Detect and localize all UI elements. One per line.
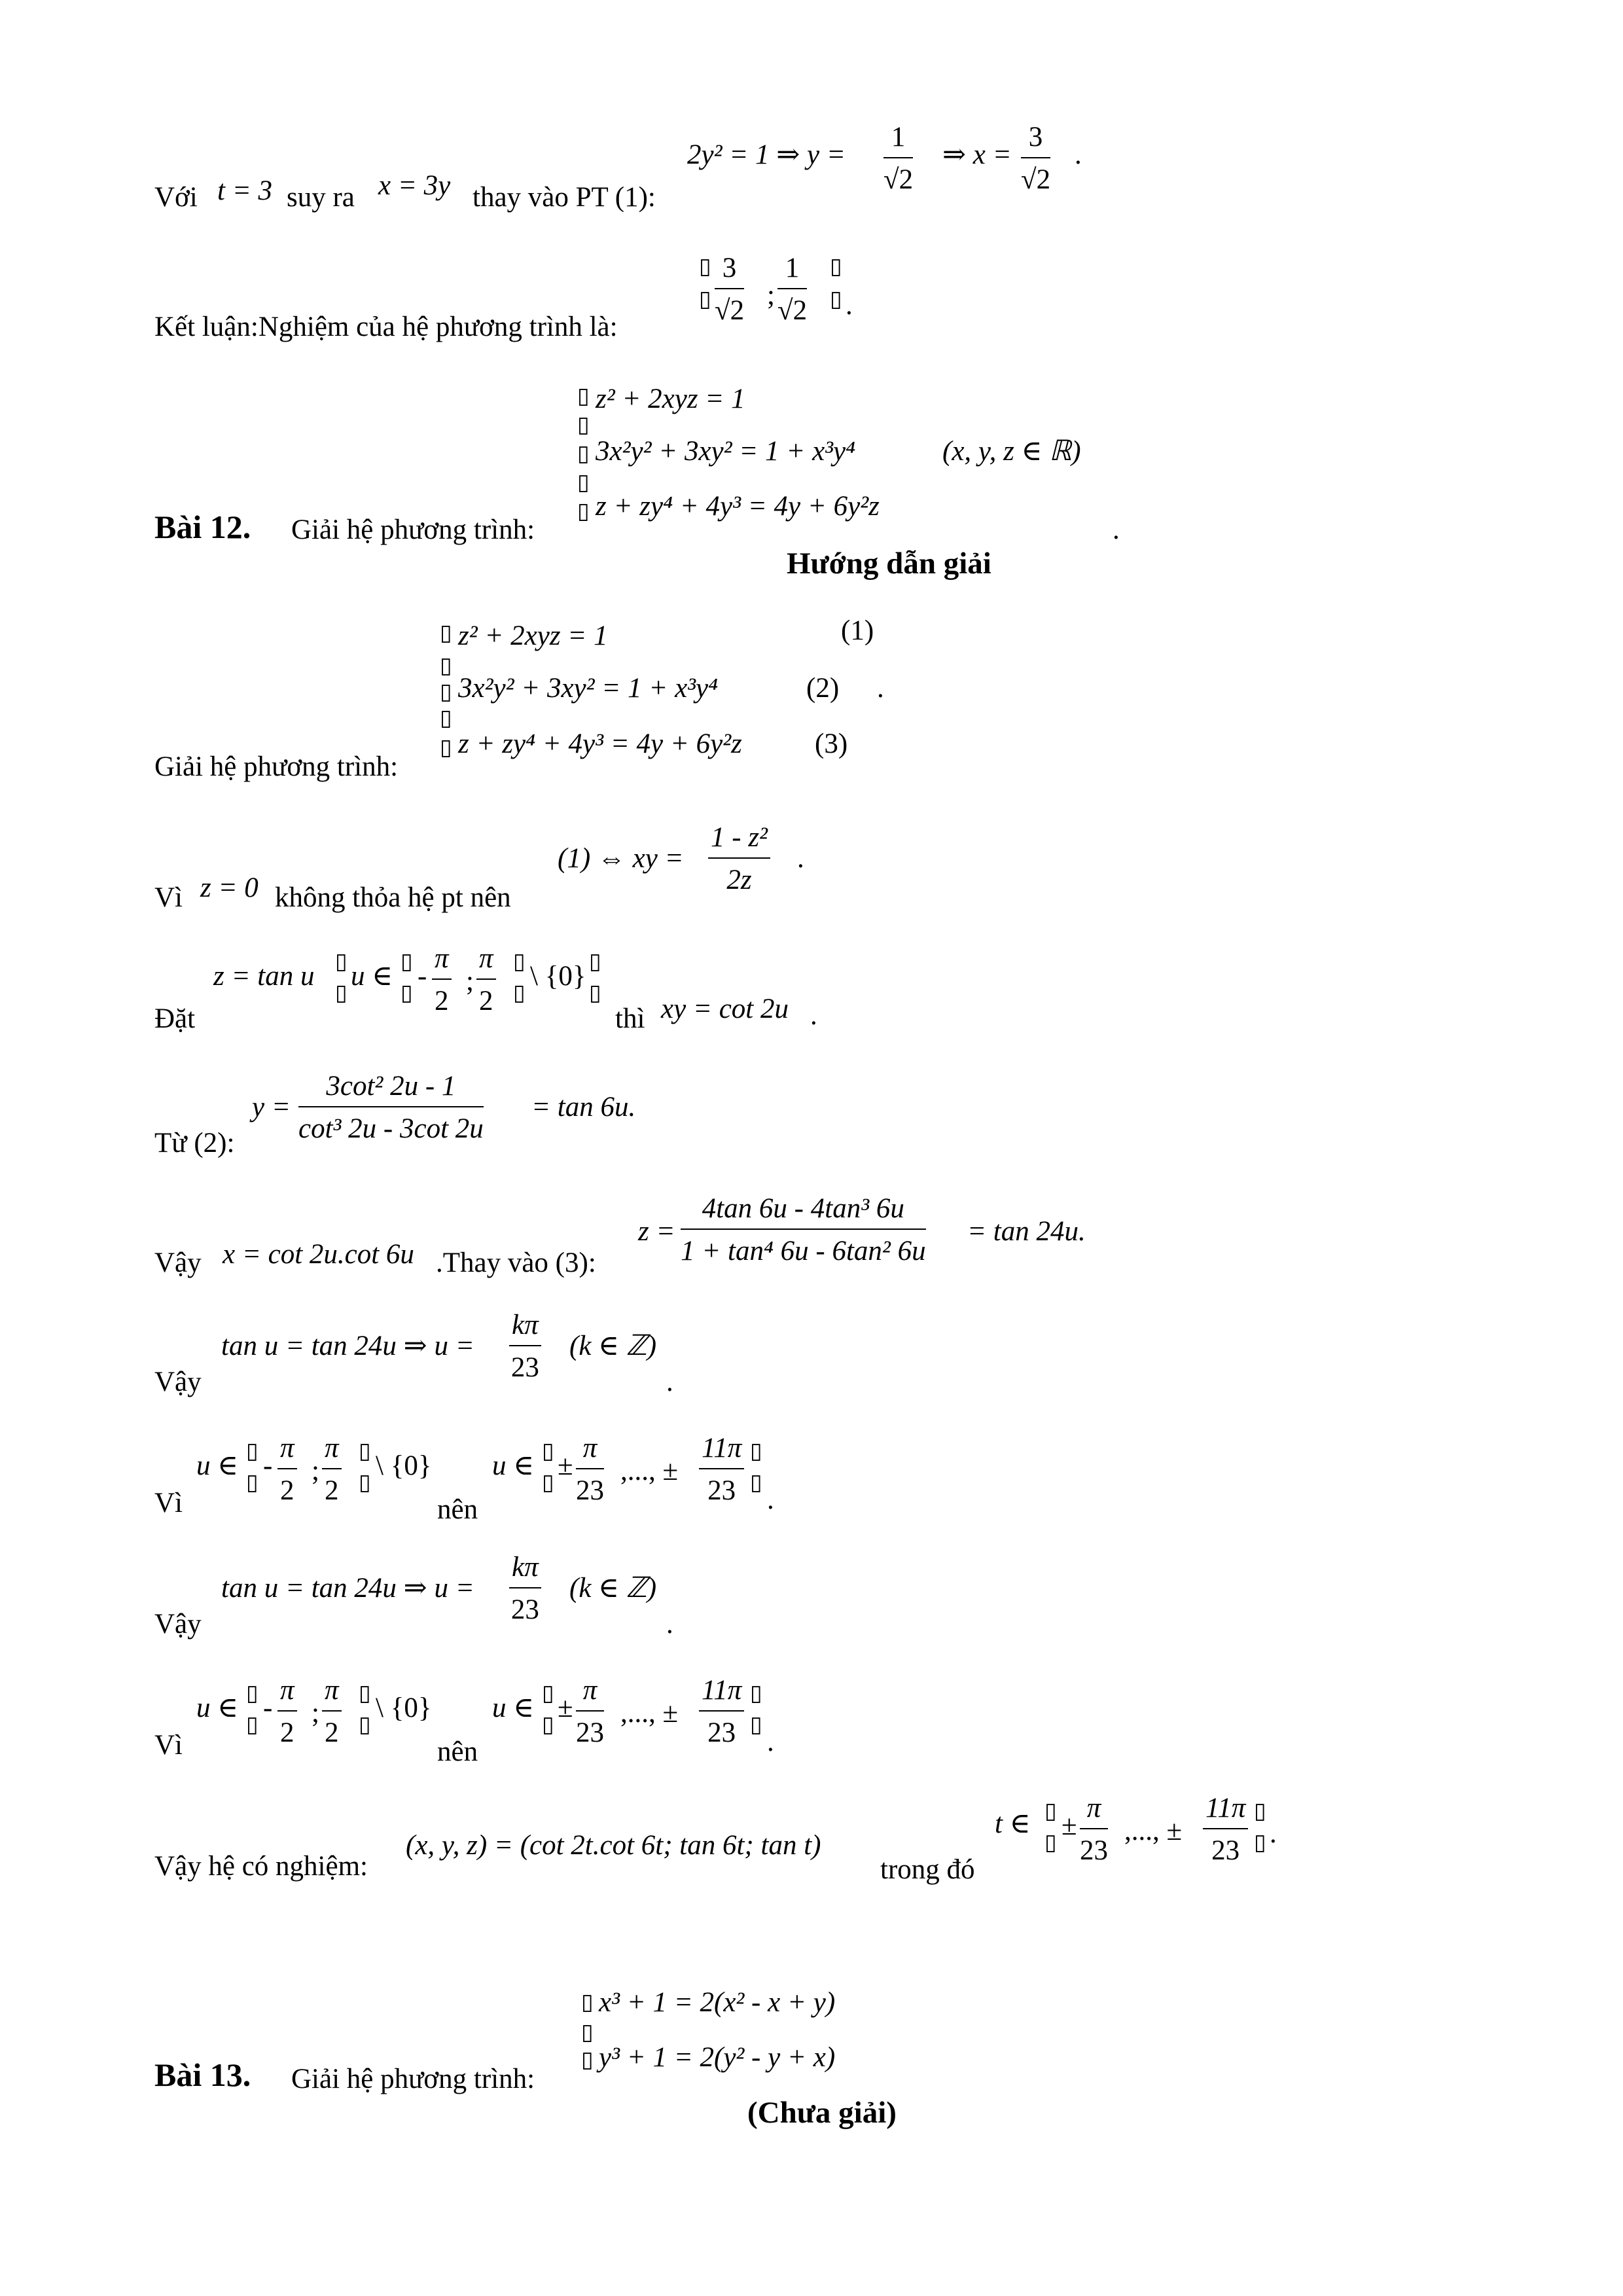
equation-3: z + zy⁴ + 4y³ = 4y + 6y²z bbox=[458, 728, 742, 759]
fraction-numerator: π bbox=[277, 1674, 297, 1712]
bracket-glyph-icon: ▯ bbox=[542, 1712, 554, 1738]
period: . bbox=[767, 1484, 774, 1515]
text-thay-vao-3: .Thay vào (3): bbox=[436, 1247, 596, 1278]
text-khong-thoa: không thỏa hệ pt nên bbox=[275, 882, 511, 913]
period: . bbox=[810, 1000, 817, 1031]
fraction-numerator: 3 bbox=[715, 252, 744, 289]
fraction-numerator: 11π bbox=[699, 1432, 744, 1469]
math-dots: ,..., ± bbox=[1124, 1816, 1183, 1846]
period: . bbox=[767, 1727, 774, 1757]
fraction-pi-over-2 bbox=[277, 1674, 297, 1749]
brace-glyph-icon: ▯ bbox=[581, 2019, 594, 2045]
brace-glyph-icon: ▯ bbox=[577, 412, 590, 438]
bracket-glyph-icon: ▯ bbox=[1044, 1829, 1057, 1856]
text-tu-2: Từ (2): bbox=[154, 1128, 235, 1158]
fraction-pi-over-23 bbox=[1080, 1792, 1108, 1867]
fraction-numerator: kπ bbox=[509, 1309, 541, 1346]
brace-glyph-icon: ▯ bbox=[577, 469, 590, 495]
fraction-pi-over-23 bbox=[576, 1674, 604, 1749]
brace-glyph-icon: ▯ bbox=[581, 1989, 594, 2015]
text-conclusion: Kết luận:Nghiệm của hệ phương trình là: bbox=[154, 312, 618, 342]
math-x-eq-3y: x = 3y bbox=[378, 170, 451, 201]
equation-2: y³ + 1 = 2(y² - y + x) bbox=[599, 2042, 836, 2073]
missing-glyph-icon: ▯ bbox=[830, 253, 842, 279]
fraction-numerator: 11π bbox=[1203, 1792, 1248, 1829]
equation-1: z² + 2xyz = 1 bbox=[596, 384, 745, 414]
fraction-pi-over-2 bbox=[277, 1432, 297, 1507]
fraction-denominator: √2 bbox=[1021, 164, 1051, 195]
math-minus: - bbox=[263, 1450, 273, 1481]
math-equivalence: (1) ⇔ xy = bbox=[558, 843, 684, 874]
text-trong-do: trong đó bbox=[880, 1854, 975, 1885]
equation-3: z + zy⁴ + 4y³ = 4y + 6y²z bbox=[596, 491, 880, 522]
fraction-numerator: π bbox=[432, 942, 452, 980]
fraction-numerator: π bbox=[576, 1432, 604, 1469]
math-solution-tuple: (x, y, z) = (cot 2t.cot 6t; tan 6t; tan t) bbox=[406, 1830, 821, 1861]
text-vay-he-co-nghiem: Vậy hệ có nghiệm: bbox=[154, 1851, 368, 1882]
bracket-glyph-icon: ▯ bbox=[1254, 1829, 1266, 1856]
text-suy-ra: suy ra bbox=[287, 182, 355, 213]
equation-1: z² + 2xyz = 1 bbox=[458, 620, 608, 651]
period: . bbox=[666, 1367, 673, 1397]
fraction-denominator: 2 bbox=[435, 986, 449, 1016]
fraction-numerator: 3cot² 2u - 1 bbox=[298, 1070, 484, 1107]
fraction-denominator: 23 bbox=[576, 1717, 604, 1748]
fraction-1-over-sqrt2 bbox=[777, 252, 807, 327]
domain: (x, y, z ∈ ℝ) bbox=[942, 436, 1081, 467]
brace-glyph-icon: ▯ bbox=[440, 679, 452, 705]
math-tan-eq: tan u = tan 24u ⇒ u = bbox=[221, 1331, 474, 1361]
bracket-glyph-icon: ▯ bbox=[246, 1680, 259, 1706]
fraction-denominator: √2 bbox=[715, 295, 745, 326]
text-vi: Vì bbox=[154, 1488, 183, 1518]
problem-label: Bài 12. bbox=[154, 509, 251, 545]
bracket-glyph-icon: ▯ bbox=[542, 1469, 554, 1496]
fraction-1-minus-z2-over-2z bbox=[708, 821, 770, 896]
bracket-glyph-icon: ▯ bbox=[589, 980, 601, 1006]
fraction-pi-over-2 bbox=[322, 1432, 342, 1507]
text-nen: nên bbox=[437, 1736, 478, 1767]
bracket-glyph-icon: ▯ bbox=[542, 1438, 554, 1464]
bracket-glyph-icon: ▯ bbox=[542, 1680, 554, 1706]
math-k-in-z: (k ∈ ℤ) bbox=[569, 1573, 657, 1604]
fraction-kpi-over-23 bbox=[509, 1551, 541, 1626]
fraction-numerator: π bbox=[277, 1432, 297, 1469]
math-k-in-z: (k ∈ ℤ) bbox=[569, 1331, 657, 1361]
bracket-glyph-icon: ▯ bbox=[750, 1712, 762, 1738]
fraction-numerator: 1 bbox=[883, 121, 913, 158]
bracket-glyph-icon: ▯ bbox=[246, 1712, 259, 1738]
bracket-glyph-icon: ▯ bbox=[589, 948, 601, 975]
text-prompt: Giải hệ phương trình: bbox=[154, 751, 399, 782]
fraction-denominator: √2 bbox=[883, 164, 914, 195]
period: . bbox=[1075, 139, 1082, 170]
equation-tag-2: (2) bbox=[806, 673, 840, 704]
fraction-numerator: 4tan 6u - 4tan³ 6u bbox=[681, 1193, 926, 1230]
guide-heading: Hướng dẫn giải bbox=[787, 547, 991, 581]
text-vay: Vậy bbox=[154, 1247, 202, 1278]
bracket-glyph-icon: ▯ bbox=[246, 1438, 259, 1464]
text-voi: Với bbox=[154, 182, 198, 213]
missing-glyph-icon: ▯ bbox=[699, 286, 711, 312]
fraction-pi-over-2 bbox=[476, 942, 496, 1017]
text-vi: Vì bbox=[154, 1730, 183, 1761]
fraction-denominator: 2 bbox=[280, 1475, 294, 1506]
missing-glyph-icon: ▯ bbox=[699, 253, 711, 279]
math-t-in: t ∈ bbox=[995, 1808, 1031, 1839]
bracket-glyph-icon: ▯ bbox=[1044, 1798, 1057, 1824]
text-prompt: Giải hệ phương trình: bbox=[291, 2064, 535, 2094]
bracket-glyph-icon: ▯ bbox=[335, 948, 348, 975]
fraction-numerator: 11π bbox=[699, 1674, 744, 1712]
math-plus-minus: ± bbox=[558, 1693, 573, 1723]
math-u-in: u ∈ bbox=[492, 1450, 535, 1481]
equation-2: 3x²y² + 3xy² = 1 + x³y⁴ bbox=[596, 436, 856, 467]
bracket-glyph-icon: ▯ bbox=[750, 1680, 762, 1706]
separator: ; bbox=[312, 1456, 319, 1486]
math-u-in: u ∈ bbox=[196, 1450, 239, 1481]
fraction-denominator: 23 bbox=[576, 1475, 604, 1506]
period: . bbox=[1270, 1818, 1277, 1849]
fraction-kpi-over-23 bbox=[509, 1309, 541, 1384]
bracket-glyph-icon: ▯ bbox=[513, 980, 526, 1006]
fraction-denominator: 1 + tan⁴ 6u - 6tan² 6u bbox=[681, 1236, 926, 1266]
text-vi: Vì bbox=[154, 882, 183, 913]
bracket-glyph-icon: ▯ bbox=[750, 1438, 762, 1464]
bracket-glyph-icon: ▯ bbox=[359, 1712, 371, 1738]
text-thay-vao-pt1: thay vào PT (1): bbox=[473, 182, 656, 213]
text-vay: Vậy bbox=[154, 1609, 202, 1640]
math-dots: ,..., ± bbox=[620, 1698, 679, 1729]
bracket-glyph-icon: ▯ bbox=[513, 948, 526, 975]
fraction-denominator: 2 bbox=[325, 1717, 339, 1748]
fraction-11pi-over-23 bbox=[1203, 1792, 1248, 1867]
brace-glyph-icon: ▯ bbox=[440, 705, 452, 731]
math-plus-minus: ± bbox=[1061, 1810, 1077, 1841]
fraction-numerator: π bbox=[576, 1674, 604, 1712]
math-2y2-eq-1: 2y² = 1 ⇒ y = bbox=[687, 139, 846, 170]
fraction-pi-over-2 bbox=[432, 942, 452, 1017]
math-t-eq-3: t = 3 bbox=[217, 175, 272, 206]
period: . bbox=[797, 843, 804, 874]
fraction-11pi-over-23 bbox=[699, 1674, 744, 1749]
math-u-in: u ∈ bbox=[351, 961, 393, 992]
math-z-eq-tan-u: z = tan u bbox=[213, 961, 315, 992]
math-set-minus-0: \ {0} bbox=[376, 1693, 432, 1723]
fraction-numerator: π bbox=[322, 1432, 342, 1469]
math-z-eq: z = bbox=[638, 1216, 675, 1247]
bracket-glyph-icon: ▯ bbox=[335, 980, 348, 1006]
status-unsolved: (Chưa giải) bbox=[747, 2096, 897, 2130]
math-xy-eq-cot2u: xy = cot 2u bbox=[661, 994, 789, 1024]
fraction-numerator: π bbox=[476, 942, 496, 980]
math-result-tan6u: = tan 6u. bbox=[531, 1092, 636, 1122]
fraction-1-over-sqrt2 bbox=[883, 121, 913, 196]
bracket-glyph-icon: ▯ bbox=[359, 1680, 371, 1706]
fraction-denominator: 23 bbox=[1080, 1835, 1108, 1866]
period: . bbox=[877, 673, 884, 704]
fraction-3-over-sqrt2 bbox=[715, 252, 744, 327]
math-result-tan24u: = tan 24u. bbox=[967, 1216, 1086, 1247]
math-u-in: u ∈ bbox=[196, 1693, 239, 1723]
problem-label: Bài 13. bbox=[154, 2056, 251, 2093]
bracket-glyph-icon: ▯ bbox=[1254, 1798, 1266, 1824]
math-set-minus-0: \ {0} bbox=[530, 961, 586, 992]
separator: ; bbox=[767, 280, 775, 311]
period: . bbox=[666, 1609, 673, 1640]
text-prompt: Giải hệ phương trình: bbox=[291, 514, 535, 545]
math-x-eq-cot: x = cot 2u.cot 6u bbox=[223, 1239, 414, 1270]
period: . bbox=[846, 290, 853, 321]
fraction-denominator: √2 bbox=[777, 295, 808, 326]
brace-glyph-icon: ▯ bbox=[577, 498, 590, 524]
fraction-3-over-sqrt2 bbox=[1021, 121, 1050, 196]
fraction-denominator: 23 bbox=[707, 1717, 736, 1748]
text-nen: nên bbox=[437, 1494, 478, 1525]
brace-glyph-icon: ▯ bbox=[440, 620, 452, 646]
fraction-numerator: 3 bbox=[1021, 121, 1050, 158]
fraction-denominator: 2 bbox=[325, 1475, 339, 1506]
brace-glyph-icon: ▯ bbox=[440, 653, 452, 679]
bracket-glyph-icon: ▯ bbox=[359, 1469, 371, 1496]
equation-1: x³ + 1 = 2(x² - x + y) bbox=[599, 1987, 836, 2018]
bracket-glyph-icon: ▯ bbox=[401, 948, 413, 975]
math-implies-x: ⇒ x = bbox=[942, 139, 1012, 170]
fraction-numerator: 1 bbox=[777, 252, 807, 289]
fraction-numerator: π bbox=[322, 1674, 342, 1712]
math-plus-minus: ± bbox=[558, 1450, 573, 1481]
fraction-numerator: kπ bbox=[509, 1551, 541, 1588]
text-dat: Đặt bbox=[154, 1003, 196, 1034]
bracket-glyph-icon: ▯ bbox=[246, 1469, 259, 1496]
math-set-minus-0: \ {0} bbox=[376, 1450, 432, 1481]
bracket-glyph-icon: ▯ bbox=[750, 1469, 762, 1496]
math-dots: ,..., ± bbox=[620, 1456, 679, 1486]
separator: ; bbox=[312, 1698, 319, 1729]
brace-glyph-icon: ▯ bbox=[577, 383, 590, 409]
fraction-denominator: 23 bbox=[1211, 1835, 1240, 1866]
period: . bbox=[1113, 514, 1120, 545]
math-minus: - bbox=[263, 1693, 273, 1723]
fraction-denominator: 2z bbox=[726, 865, 752, 895]
text-thi: thì bbox=[615, 1003, 645, 1034]
brace-glyph-icon: ▯ bbox=[577, 440, 590, 467]
fraction-denominator: 23 bbox=[510, 1352, 539, 1383]
fraction-tan-expression bbox=[681, 1193, 926, 1267]
math-z-eq-0: z = 0 bbox=[200, 872, 259, 903]
math-y-eq: y = bbox=[252, 1092, 291, 1122]
math-tan-eq: tan u = tan 24u ⇒ u = bbox=[221, 1573, 474, 1604]
brace-glyph-icon: ▯ bbox=[581, 2047, 594, 2073]
fraction-denominator: 23 bbox=[707, 1475, 736, 1506]
equation-tag-3: (3) bbox=[815, 728, 848, 759]
text-vay: Vậy bbox=[154, 1367, 202, 1397]
bracket-glyph-icon: ▯ bbox=[401, 980, 413, 1006]
fraction-pi-over-23 bbox=[576, 1432, 604, 1507]
fraction-cot-expression bbox=[298, 1070, 484, 1145]
separator: ; bbox=[466, 966, 474, 997]
brace-glyph-icon: ▯ bbox=[440, 734, 452, 761]
bracket-glyph-icon: ▯ bbox=[359, 1438, 371, 1464]
fraction-denominator: 2 bbox=[280, 1717, 294, 1748]
fraction-numerator: π bbox=[1080, 1792, 1108, 1829]
math-minus: - bbox=[418, 961, 427, 992]
fraction-denominator: 2 bbox=[479, 986, 493, 1016]
math-u-in: u ∈ bbox=[492, 1693, 535, 1723]
fraction-denominator: cot³ 2u - 3cot 2u bbox=[298, 1113, 484, 1144]
fraction-pi-over-2 bbox=[322, 1674, 342, 1749]
fraction-11pi-over-23 bbox=[699, 1432, 744, 1507]
missing-glyph-icon: ▯ bbox=[830, 286, 842, 312]
equation-tag-1: (1) bbox=[841, 615, 874, 646]
fraction-denominator: 23 bbox=[510, 1594, 539, 1625]
fraction-numerator: 1 - z² bbox=[708, 821, 770, 859]
equation-2: 3x²y² + 3xy² = 1 + x³y⁴ bbox=[458, 673, 719, 704]
